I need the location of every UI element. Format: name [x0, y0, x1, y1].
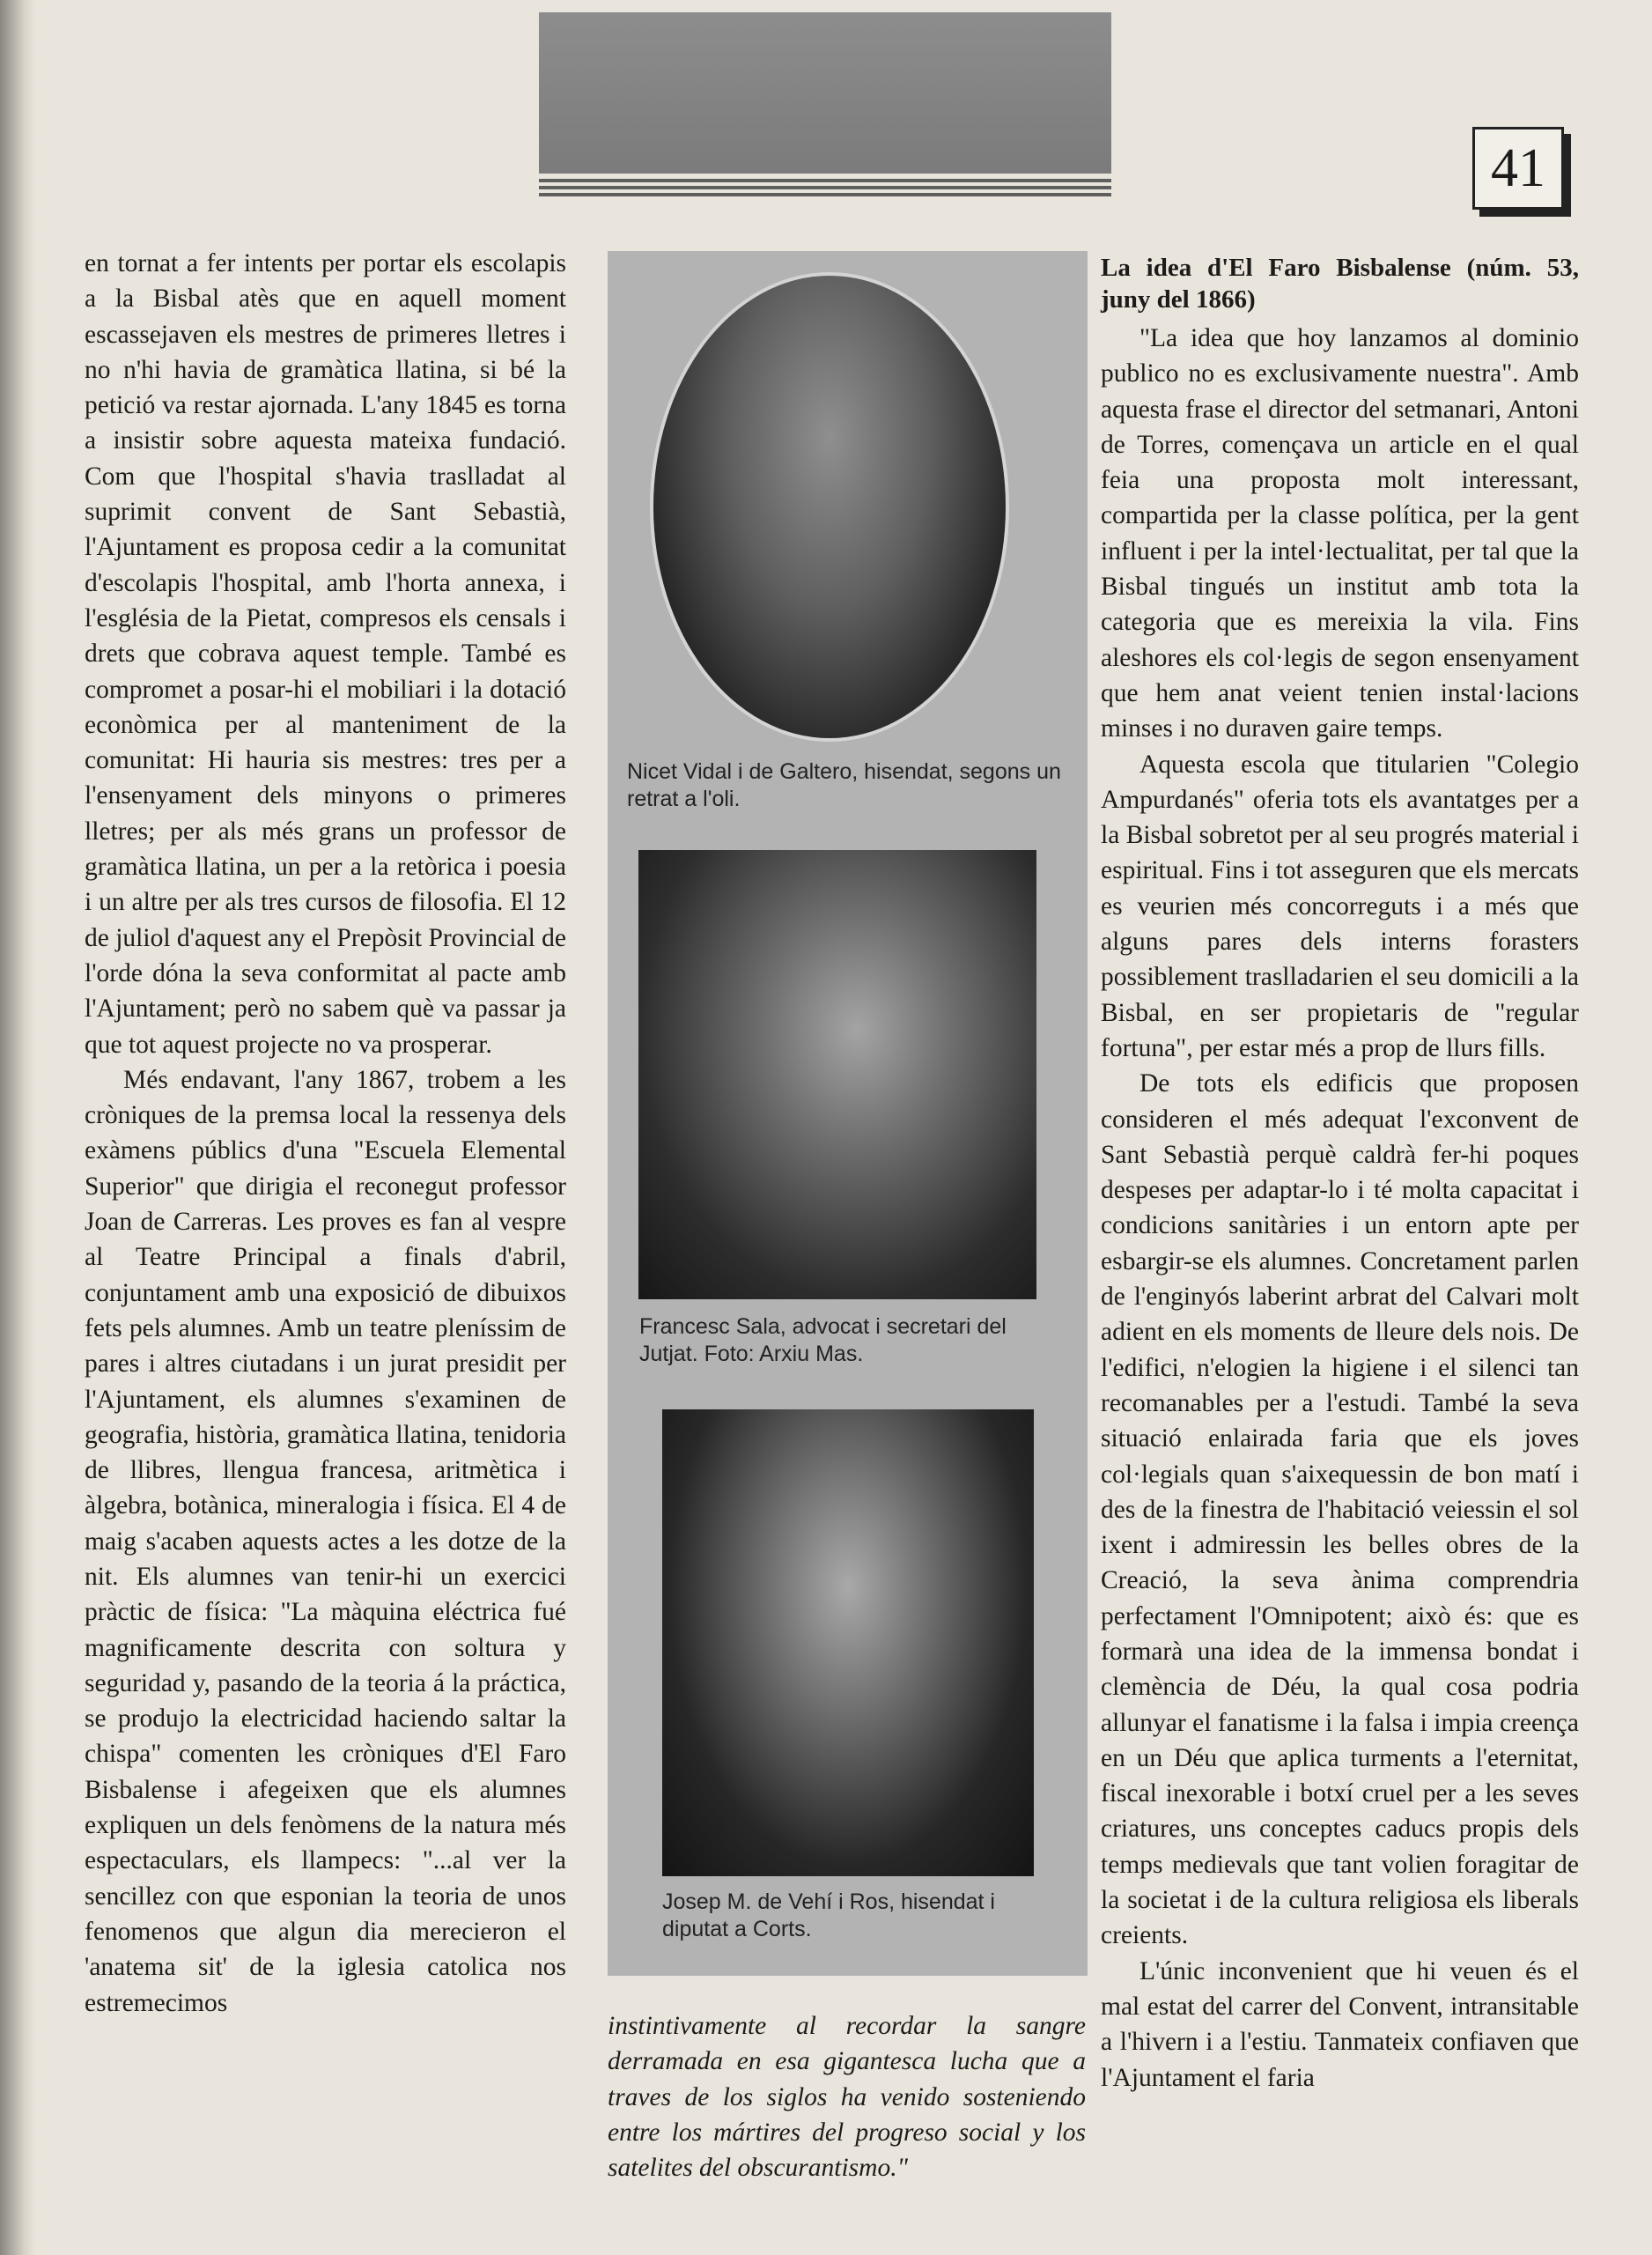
header-gray-block [539, 12, 1111, 174]
portrait-nicet-vidal [653, 276, 1006, 738]
caption-nicet-vidal: Nicet Vidal i de Galtero, hisendat, segons un retrat a l'oli. [627, 759, 1061, 811]
left-paragraph-1: en tornat a fer intents per portar els escolapis a la Bisbal atès que en aquell moment escassejaven els mestres de primeres lletres i no n'hi havia de gramàtica llatina, si bé la petició va restar ajornada. L'any 1845 es torna a insistir sobre aquesta mateixa fundació. Com que l'hospital s'havia traslladat al suprimit convent de Sant Sebastià, l'Ajuntament es proposa cedir a la comunitat d'escolapis l'hospital, amb l'horta annexa, i l'església de la Pietat, compresos els censals i drets que cobrava aquest temple. També es compromet a posar-hi el mobiliari i la dotació econòmica per al manteniment de la comunitat: Hi hauria sis mestres: tres per a l'ensenyament dels minyons o primeres lletres; per als més grans un professor de gramàtica llatina, un per a la retòrica i poesia i un altre per als tres cursos de filosofia. El 12 de juliol d'aquest any el Prepòsit Provincial de l'orde dóna la seva conformitat al pacte amb l'Ajuntament; però no sabem què va passar ja que tot aquest projecte no va prosperar. [85, 249, 566, 1059]
right-paragraph-3: De tots els edificis que proposen consideren el més adequat l'exconvent de Sant Sebastià perquè caldrà fer-hi poques despeses per adaptar-lo i té molta capacitat i condicions sanitàries i un entorn apte per esbargir-se els alumnes. Concretament parlen de l'enginyós laberint arbrat del Calvari molt adient en els moments de lleure dels nois. De l'edifici, n'elogien la higiene i el silenci tan recomanables per a l'estudi. També la seva situació enlairada faria que els joves col·legials quan s'aixequessin de bon matí i des de la finestra de l'habitació veiessin el sol ixent i admiressin les belles obres de la Creació, la seva ànima comprendria perfectament l'Omnipotent; això és: que es formarà una idea de la immensa bondat i clemència de Déu, la qual cosa podria allunyar el fanatisme i la falsa i impia creença en un Déu que aplica turments a l'eternitat, fiscal inexorable i botxí cruel per a les seves criatures, uns conceptes caducs propis dels temps medievals que tant volien foragitar de la societat i de la cultura religiosa els liberals creients. [1101, 1069, 1579, 1950]
portrait-josep-vehi [662, 1409, 1034, 1876]
right-paragraph-2: Aquesta escola que titularien "Colegio Ampurdanés" oferia tots els avantatges per a la Bisbal sobretot per al seu progrés material i espiritual. Fins i tot asseguren que els mercats es veurien més concorreguts i a més que alguns pares dels interns forasters possiblement traslladarien el seu domicili a la Bisbal, en ser propietaris de "regular fortuna", per estar més a prop de llurs fills. [1101, 750, 1579, 1062]
left-paragraph-2: Més endavant, l'any 1867, trobem a les cròniques de la premsa local la ressenya dels exàmens públics d'una "Escuela Elemental Superior" que dirigia el reconegut professor Joan de Carreras. Les proves es fan al vespre al Teatre Principal a finals d'abril, conjuntament amb una exposició de dibuixos fets pels alumnes. Amb un teatre pleníssim de pares i altres ciutadans i un jurat presidit per l'Ajuntament, els alumnes s'examinen de geografia, història, gramàtica llatina, tenidoria de llibres, llengua francesa, aritmètica i àlgebra, botànica, mineralogia i física. El 4 de maig s'acaben aquests actes a les dotze de la nit. Els alumnes van tenir-hi un exercici pràctic de física: "La màquina eléctrica fué magnificamente descrita con soltura y seguridad y, pasando de la teoria á la práctica, se produjo la electricidad haciendo saltar la chispa" comenten les cròniques d'El Faro Bisbalense i afegeixen que els alumnes expliquen un dels fenòmens de la natura més espectaculars, els llampecs: "...al ver la sencillez con que esponian la teoria de unos fenomenos que algun dia merecieron el 'anatema sit' de la iglesia catolica nos estremecimos [85, 1065, 566, 2017]
right-text-column [1101, 252, 1579, 2096]
right-paragraph-4: L'únic inconvenient que hi veuen és el mal estat del carrer del Convent, intransitable a l'hivern i a l'estiu. Tanmateix confiaven que l'Ajuntament el faria [1101, 1956, 1579, 2092]
page-number: 41 [1472, 127, 1564, 210]
page-gutter-shadow [0, 0, 35, 2255]
right-paragraph-1: "La idea que hoy lanzamos al dominio publico no es exclusivamente nuestra". Amb aquesta frase el director del setmanari, Antoni de Torres, començava un article en el qual feia una proposta molt interessant, compartida per la classe política, per la gent influent i per la intel·lectualitat, per tal que la Bisbal tingués un institut amb tota la categoria que es mereixia la vila. Fins aleshores els col·legis de segon ensenyament que hem anat veient tenien instal·lacions minses i no duraven gaire temps. [1101, 324, 1579, 743]
portrait-francesc-sala [638, 850, 1036, 1299]
caption-francesc-sala: Francesc Sala, advocat i secretari del Jutjat. Foto: Arxiu Mas. [639, 1314, 1007, 1366]
caption-josep-vehi: Josep M. de Vehí i Ros, hisendat i diputat a Corts. [662, 1889, 995, 1941]
middle-column-quote: instintivamente al recordar la sangre derramada en esa gigantesca lucha que a traves de los siglos ha venido sosteniendo entre los mártires del progreso social y los satelites del obscurantismo." [608, 2012, 1086, 2183]
header-rule-lines [539, 179, 1111, 200]
section-heading: La idea d'El Faro Bisbalense (núm. 53, juny del 1866) [1101, 254, 1579, 314]
left-text-column [85, 246, 566, 2021]
